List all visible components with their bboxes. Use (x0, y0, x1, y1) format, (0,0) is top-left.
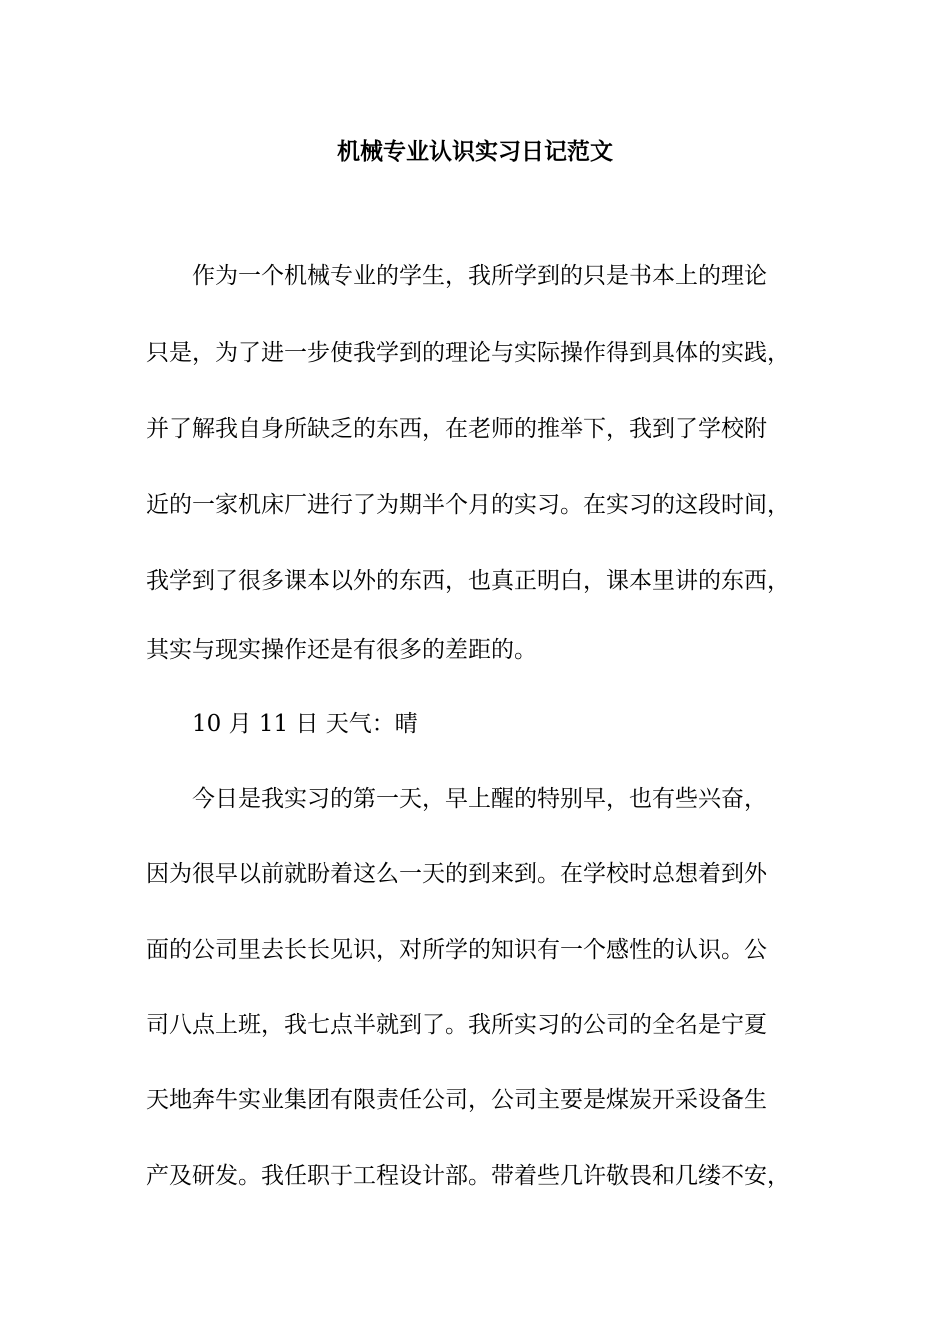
paragraph-line: 天地奔牛实业集团有限责任公司，公司主要是煤炭开采设备生 (146, 1087, 767, 1113)
paragraph-line: 产及研发。我任职于工程设计部。带着些几许敬畏和几缕不安， (146, 1163, 790, 1189)
paragraph-line: 司八点上班，我七点半就到了。我所实习的公司的全名是宁夏 (146, 1012, 767, 1038)
paragraph-line: 我学到了很多课本以外的东西，也真正明白，课本里讲的东西， (146, 568, 790, 594)
paragraph-line: 今日是我实习的第一天，早上醒的特别早，也有些兴奋， (192, 786, 767, 812)
document-title: 机械专业认识实习日记范文 (337, 138, 613, 165)
paragraph-line: 面的公司里去长长见识，对所学的知识有一个感性的认识。公 (146, 937, 767, 963)
paragraph-line: 并了解我自身所缺乏的东西，在老师的推举下，我到了学校附 (146, 416, 767, 442)
paragraph-line: 只是，为了进一步使我学到的理论与实际操作得到具体的实践， (146, 340, 790, 366)
paragraph-line: 因为很早以前就盼着这么一天的到来到。在学校时总想着到外 (146, 861, 767, 887)
paragraph-line: 近的一家机床厂进行了为期半个月的实习。在实习的这段时间， (146, 492, 790, 518)
paragraph-line: 作为一个机械专业的学生，我所学到的只是书本上的理论 (192, 263, 767, 289)
paragraph-line: 其实与现实操作还是有很多的差距的。 (146, 637, 537, 663)
diary-date-heading: 10 月 11 日 天气：晴 (192, 711, 418, 737)
